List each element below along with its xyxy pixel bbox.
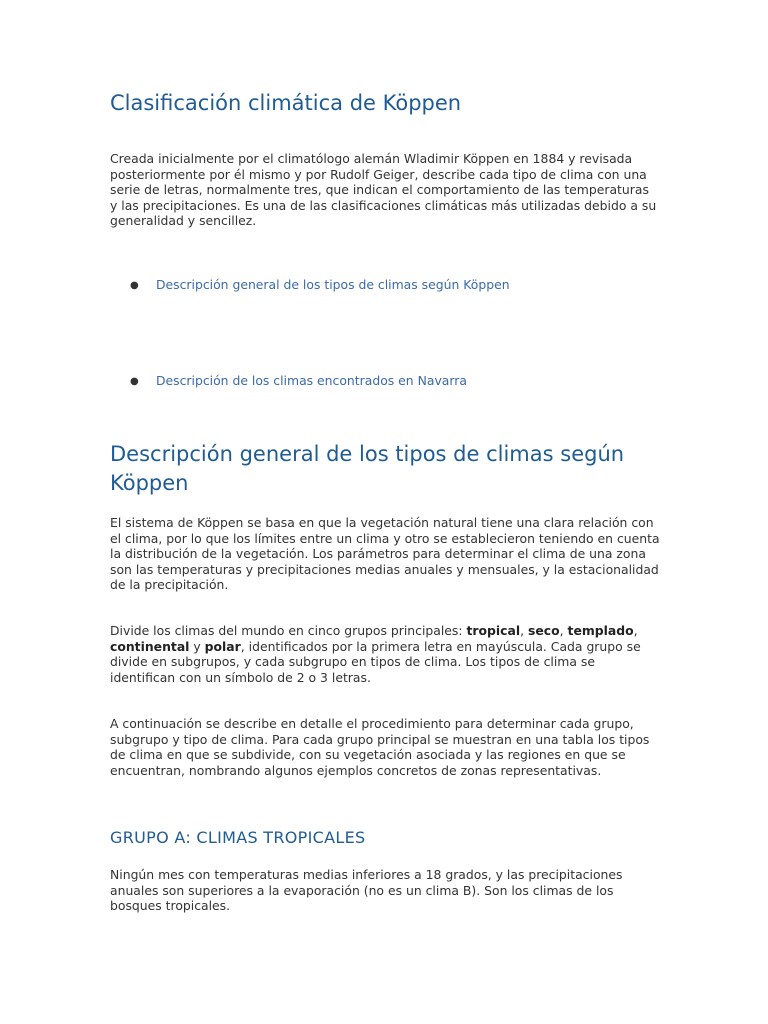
group-polar: polar — [204, 638, 241, 654]
page-title: Clasificación climática de Köppen — [110, 91, 462, 115]
section-paragraph-3: A continuación se describe en detalle el procedimiento para determinar cada grupo, subgrupo y tipo de clima. Para cada grupo principal se muestran en una tabla los tipos de clima en que se subdivide, con su vegetación asociada y las regiones en que se encuentran, nombrando algunos ejemplos concretos de zonas representativas. — [110, 716, 650, 778]
bullet-icon: ● — [130, 280, 139, 291]
group-tropical: tropical — [466, 623, 521, 638]
section-heading-general: Descripción general de los tipos de climas según Köppen — [110, 442, 625, 495]
toc-item-general[interactable] — [130, 277, 650, 294]
group-templado: templado — [567, 623, 634, 638]
toc-link-navarra[interactable]: Descripción de los climas encontrados en Navarra — [156, 373, 467, 388]
intro-paragraph: Creada inicialmente por el climatólogo alemán Wladimir Köppen en 1884 y revisada posteriormente por él mismo y por Rudolf Geiger, describe cada tipo de clima con una serie de letras, normalmente tres, que indican el comportamiento de las temperaturas y las precipitaciones. Es una de las clasificaciones climáticas más utilizadas debido a su generalidad y sencillez. — [110, 151, 657, 229]
toc-link-general[interactable]: Descripción general de los tipos de climas según Köppen — [156, 277, 510, 292]
group-continental: continental — [110, 638, 190, 654]
toc-item-navarra[interactable] — [130, 373, 650, 390]
group-a-paragraph: Ningún mes con temperaturas medias inferiores a 18 grados, y las precipitaciones anuales son superiores a la evaporación (no es un clima B). Son los climas de los bosques tropicales. — [110, 867, 623, 914]
bullet-icon: ● — [130, 376, 139, 387]
group-a-heading: GRUPO A: CLIMAS TROPICALES — [110, 828, 366, 847]
section-paragraph-1: El sistema de Köppen se basa en que la vegetación natural tiene una clara relación con el clima, por lo que los límites entre un clima y otro se establecieron teniendo en cuenta la distribución de la vegetación. Los parámetros para determinar el clima de una zona son las temperaturas y precipitaciones medias anuales y mensuales, y la estacionalidad de la precipitación. — [110, 515, 660, 593]
section-paragraph-2: Divide los climas del mundo en cinco grupos principales: tropical, seco, templado, continental y polar, identificados por la primera letra en mayúscula. Cada grupo se divide en subgrupos, y cada subgrupo en tipos de clima. Los tipos de clima se identifican con un símbolo de 2 o 3 letras. — [110, 623, 641, 685]
group-seco: seco — [528, 623, 560, 638]
